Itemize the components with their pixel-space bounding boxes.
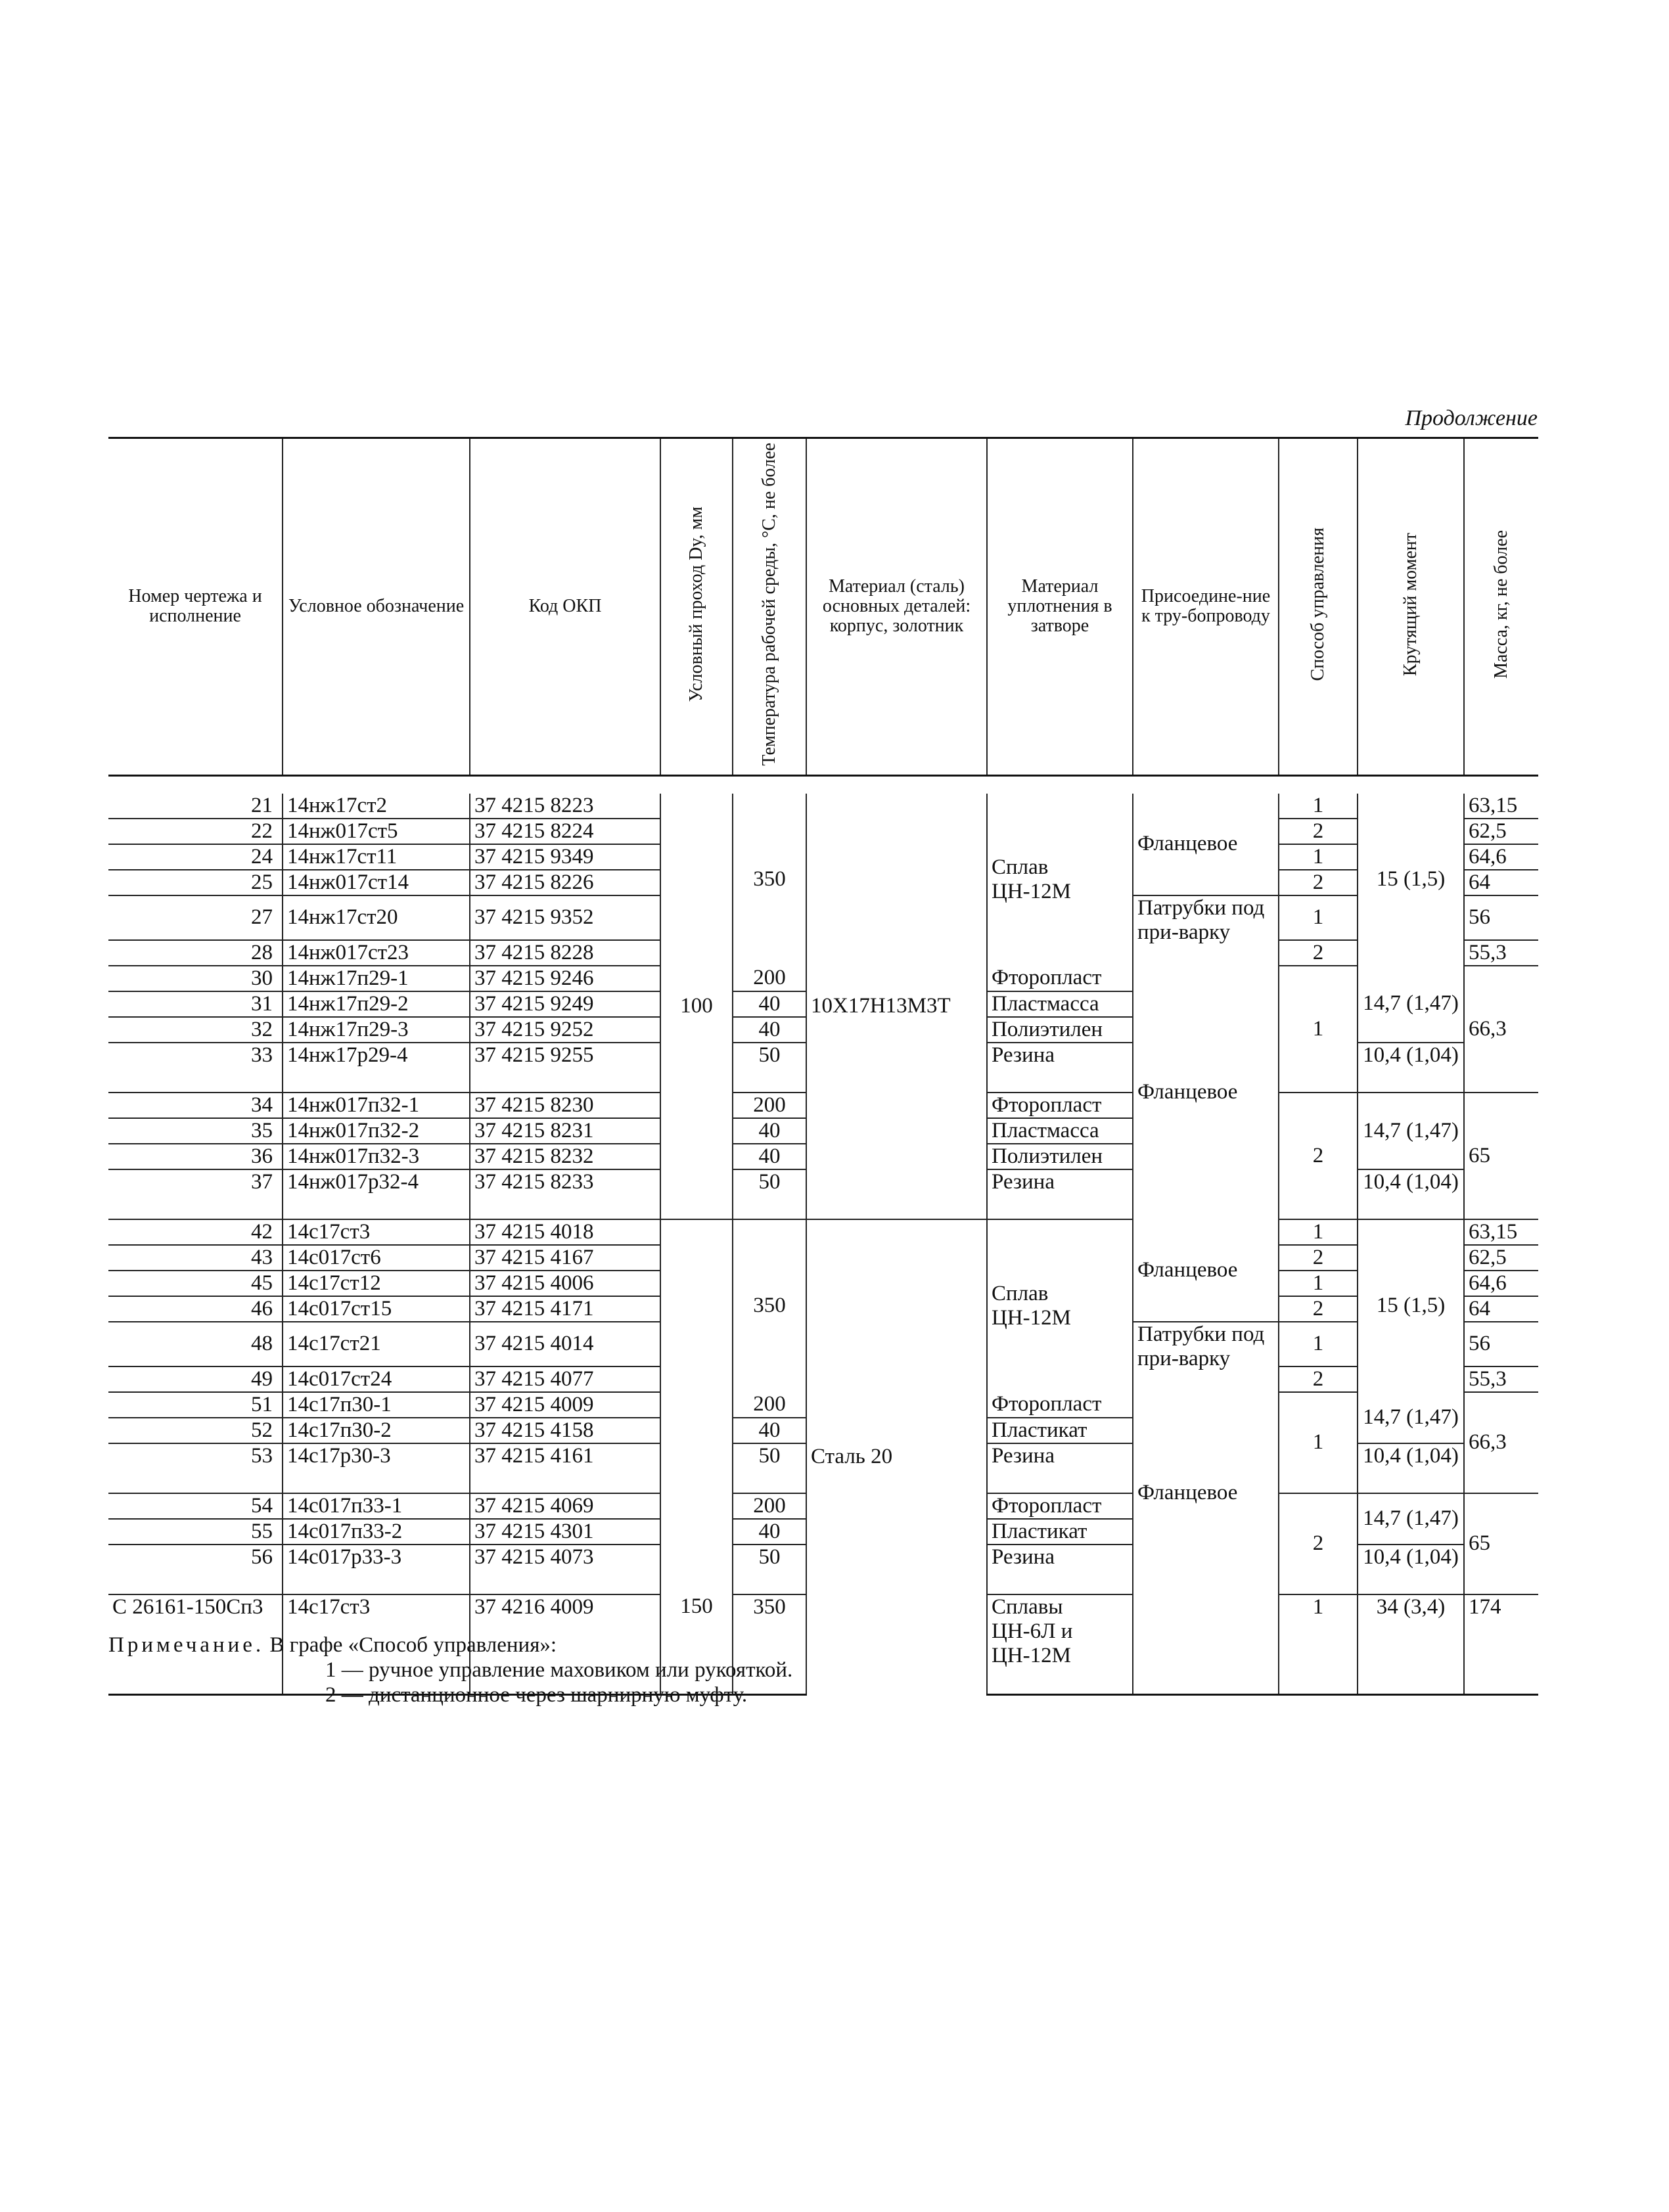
cell-designation: 14нж17п29-2: [283, 991, 470, 1017]
cell-temp: 40: [733, 1519, 806, 1545]
cell-drawing-no: 48: [108, 1322, 283, 1366]
cell-okp: 37 4215 4171: [470, 1296, 660, 1322]
header-material: Материал (сталь) основных деталей: корпус, золотник: [806, 438, 987, 776]
cell-torque: 34 (3,4): [1358, 1594, 1464, 1695]
cell-seal: Резина: [987, 1545, 1133, 1594]
cell-temp: 200: [733, 1493, 806, 1519]
cell-mass-merged: 65: [1464, 1093, 1538, 1219]
cell-designation: 14нж017ст14: [283, 870, 470, 895]
cell-temp-merged-a: 350: [733, 794, 806, 966]
cell-drawing-no: 34: [108, 1093, 283, 1118]
cell-drawing-no: 56: [108, 1545, 283, 1594]
cell-mass: 64,6: [1464, 844, 1538, 870]
cell-okp: 37 4215 4009: [470, 1392, 660, 1418]
cell-control: 1: [1279, 794, 1358, 819]
cell-drawing-no: 32: [108, 1017, 283, 1043]
cell-drawing-no: 31: [108, 991, 283, 1017]
cell-mass: 64: [1464, 1296, 1538, 1322]
cell-control: 1: [1279, 1594, 1358, 1695]
cell-conn-flange-c: Фланцевое: [1133, 1219, 1279, 1322]
cell-dy: 150: [660, 1594, 733, 1695]
cell-okp: 37 4215 8228: [470, 940, 660, 966]
cell-control: 2: [1279, 819, 1358, 844]
cell-drawing-no: 33: [108, 1043, 283, 1093]
cell-seal: Пластикат: [987, 1519, 1133, 1545]
cell-mass: 55,3: [1464, 940, 1538, 966]
cell-drawing-no: 27: [108, 895, 283, 940]
cell-mass: 63,15: [1464, 794, 1538, 819]
note-label: Примечание.: [108, 1633, 265, 1657]
header-drawing-no: Номер чертежа и исполнение: [108, 438, 283, 776]
cell-control: 2: [1279, 1245, 1358, 1271]
cell-designation: 14нж017п32-1: [283, 1093, 470, 1118]
header-mass: Масса, кг, не более: [1491, 530, 1511, 679]
cell-temp: 40: [733, 1144, 806, 1169]
cell-okp: 37 4215 8231: [470, 1118, 660, 1144]
cell-torque-14: 14,7 (1,47): [1358, 1392, 1464, 1443]
cell-designation: 14с017п33-2: [283, 1519, 470, 1545]
valve-table-sheet: [108, 437, 1538, 1696]
cell-mass: 64: [1464, 870, 1538, 895]
cell-temp-merged-b: 350: [733, 1219, 806, 1392]
cell-designation: 14нж17р29-4: [283, 1043, 470, 1093]
cell-control: 2: [1279, 870, 1358, 895]
cell-control: 1: [1279, 895, 1358, 940]
cell-mass: 63,15: [1464, 1219, 1538, 1245]
continuation-label: Продолжение: [1405, 406, 1538, 430]
cell-okp: 37 4215 8230: [470, 1093, 660, 1118]
cell-designation: 14нж17ст20: [283, 895, 470, 940]
cell-designation: 14нж017п32-3: [283, 1144, 470, 1169]
cell-torque-14: 14,7 (1,47): [1358, 1093, 1464, 1169]
cell-mass-merged: 66,3: [1464, 1392, 1538, 1493]
note-intro: В графе «Способ управления»:: [269, 1633, 557, 1657]
header-designation: Условное обозначение: [283, 438, 470, 776]
cell-okp: 37 4215 4161: [470, 1443, 660, 1493]
header-dy: Условный проход Dy, мм: [686, 507, 706, 702]
cell-drawing-no: 21: [108, 794, 283, 819]
cell-drawing-no: 52: [108, 1418, 283, 1443]
cell-designation: 14с17р30-3: [283, 1443, 470, 1493]
cell-control: 1: [1279, 1219, 1358, 1245]
cell-material-a: 10Х17Н13М3Т: [806, 794, 987, 1219]
cell-torque-10: 10,4 (1,04): [1358, 1443, 1464, 1493]
cell-dy-merged: 100: [660, 794, 733, 1219]
cell-drawing-no: 22: [108, 819, 283, 844]
cell-temp: 350: [733, 1594, 806, 1695]
cell-torque-merged-b: 15 (1,5): [1358, 1219, 1464, 1392]
cell-conn-flange-b: Фланцевое: [1133, 966, 1279, 1219]
cell-designation: 14нж17п29-1: [283, 966, 470, 991]
header-row: [108, 438, 1538, 776]
cell-okp: 37 4215 4069: [470, 1493, 660, 1519]
cell-seal: Резина: [987, 1043, 1133, 1093]
spacer-row: [108, 775, 1538, 794]
cell-designation: 14с17ст12: [283, 1271, 470, 1296]
cell-torque-14: 14,7 (1,47): [1358, 1493, 1464, 1545]
cell-control: 2: [1279, 1366, 1358, 1392]
cell-drawing-no: 55: [108, 1519, 283, 1545]
cell-drawing-no: С 26161-150Сп3: [108, 1594, 283, 1695]
cell-designation: 14с17ст21: [283, 1322, 470, 1366]
cell-drawing-no: 42: [108, 1219, 283, 1245]
cell-drawing-no: 28: [108, 940, 283, 966]
cell-mass: 56: [1464, 1322, 1538, 1366]
cell-mass-merged: 65: [1464, 1493, 1538, 1594]
cell-drawing-no: 46: [108, 1296, 283, 1322]
cell-seal: Фторопласт: [987, 1493, 1133, 1519]
cell-seal: Пластмасса: [987, 1118, 1133, 1144]
cell-mass: 55,3: [1464, 1366, 1538, 1392]
table-row: [108, 1219, 1538, 1245]
cell-drawing-no: 36: [108, 1144, 283, 1169]
cell-designation: 14нж017ст23: [283, 940, 470, 966]
cell-okp: 37 4215 4006: [470, 1271, 660, 1296]
cell-seal: Сплавы ЦН-6Л и ЦН-12М: [987, 1594, 1133, 1695]
table-row: [108, 794, 1538, 819]
table-footnote: [108, 1633, 792, 1707]
cell-temp: 50: [733, 1043, 806, 1093]
header-temp: Температура рабочей среды, °С, не более: [759, 443, 779, 766]
header-connection: Присоедине-ние к тру-бопроводу: [1133, 438, 1279, 776]
header-okp: Код ОКП: [470, 438, 660, 776]
cell-designation: 14нж17ст2: [283, 794, 470, 819]
cell-seal: Резина: [987, 1169, 1133, 1219]
cell-drawing-no: 35: [108, 1118, 283, 1144]
cell-designation: 14нж017р32-4: [283, 1169, 470, 1219]
cell-seal: Пластмасса: [987, 991, 1133, 1017]
cell-mass: 56: [1464, 895, 1538, 940]
header-seal: Материал уплотнения в затворе: [987, 438, 1133, 776]
cell-drawing-no: 25: [108, 870, 283, 895]
cell-drawing-no: 37: [108, 1169, 283, 1219]
cell-drawing-no: 51: [108, 1392, 283, 1418]
cell-okp: 37 4215 8226: [470, 870, 660, 895]
cell-temp: 40: [733, 1017, 806, 1043]
cell-okp: 37 4215 4077: [470, 1366, 660, 1392]
cell-designation: 14с17ст3: [283, 1594, 470, 1695]
cell-okp: 37 4215 9349: [470, 844, 660, 870]
header-torque: Крутящий момент: [1400, 532, 1421, 676]
cell-okp: 37 4215 9352: [470, 895, 660, 940]
cell-okp: 37 4215 9246: [470, 966, 660, 991]
cell-control: 1: [1279, 1322, 1358, 1366]
header-control: Способ управления: [1308, 528, 1328, 681]
note-line-1: 1 — ручное управление маховиком или рукояткой.: [325, 1658, 793, 1682]
cell-okp: 37 4215 8224: [470, 819, 660, 844]
cell-seal: Полиэтилен: [987, 1017, 1133, 1043]
cell-temp: 200: [733, 1392, 806, 1418]
cell-seal: Фторопласт: [987, 1093, 1133, 1118]
cell-okp: 37 4215 8223: [470, 794, 660, 819]
cell-okp: 37 4215 4018: [470, 1219, 660, 1245]
cell-temp: 200: [733, 966, 806, 991]
cell-okp: 37 4215 4301: [470, 1519, 660, 1545]
cell-mass: 62,5: [1464, 819, 1538, 844]
cell-seal: Полиэтилен: [987, 1144, 1133, 1169]
cell-designation: 14с17п30-2: [283, 1418, 470, 1443]
cell-mass: 64,6: [1464, 1271, 1538, 1296]
cell-okp: 37 4216 4009: [470, 1594, 660, 1695]
cell-drawing-no: 30: [108, 966, 283, 991]
cell-temp: 50: [733, 1169, 806, 1219]
cell-control: 1: [1279, 1271, 1358, 1296]
cell-drawing-no: 53: [108, 1443, 283, 1493]
cell-seal-merged-b: Сплав ЦН-12М: [987, 1219, 1133, 1392]
cell-torque-10: 10,4 (1,04): [1358, 1043, 1464, 1093]
cell-okp: 37 4215 4158: [470, 1418, 660, 1443]
cell-temp: 200: [733, 1093, 806, 1118]
cell-control: 2: [1279, 1296, 1358, 1322]
cell-designation: 14с017ст24: [283, 1366, 470, 1392]
cell-okp: 37 4215 4167: [470, 1245, 660, 1271]
cell-torque-merged-a: 15 (1,5): [1358, 794, 1464, 966]
cell-designation: 14нж017ст5: [283, 819, 470, 844]
cell-okp: 37 4215 4014: [470, 1322, 660, 1366]
cell-mass-merged: 66,3: [1464, 966, 1538, 1093]
cell-temp: 40: [733, 1418, 806, 1443]
cell-designation: 14с017ст6: [283, 1245, 470, 1271]
cell-designation: 14нж017п32-2: [283, 1118, 470, 1144]
cell-drawing-no: 45: [108, 1271, 283, 1296]
cell-designation: 14нж17ст11: [283, 844, 470, 870]
cell-conn-flange-a: Фланцевое: [1133, 794, 1279, 895]
cell-okp: 37 4215 9255: [470, 1043, 660, 1093]
valve-spec-table: [108, 437, 1538, 1696]
cell-designation: 14с17ст3: [283, 1219, 470, 1245]
cell-designation: 14с017р33-3: [283, 1545, 470, 1594]
cell-control-merged-2: 2: [1279, 1493, 1358, 1594]
cell-control-merged-1: 1: [1279, 1392, 1358, 1493]
cell-conn-weld-a: Патрубки под при-варку: [1133, 895, 1279, 966]
cell-drawing-no: 49: [108, 1366, 283, 1392]
cell-torque-10: 10,4 (1,04): [1358, 1169, 1464, 1219]
cell-mass: 62,5: [1464, 1245, 1538, 1271]
cell-material-b: Сталь 20: [806, 1219, 987, 1695]
cell-seal: Пластикат: [987, 1418, 1133, 1443]
cell-control-merged-2: 2: [1279, 1093, 1358, 1219]
cell-conn-flange-d: Фланцевое: [1133, 1392, 1279, 1594]
cell-designation: 14с017ст15: [283, 1296, 470, 1322]
cell-temp: 40: [733, 1118, 806, 1144]
cell-dy-empty: [660, 1219, 733, 1594]
cell-temp: 40: [733, 991, 806, 1017]
cell-okp: 37 4215 9249: [470, 991, 660, 1017]
cell-designation: 14нж17п29-3: [283, 1017, 470, 1043]
cell-okp: 37 4215 8233: [470, 1169, 660, 1219]
cell-seal: Фторопласт: [987, 1392, 1133, 1418]
cell-control-merged-1: 1: [1279, 966, 1358, 1093]
cell-temp: 50: [733, 1443, 806, 1493]
cell-designation: 14с17п30-1: [283, 1392, 470, 1418]
cell-seal-merged-a: Сплав ЦН-12М: [987, 794, 1133, 966]
cell-conn-weld-b: Патрубки под при-варку: [1133, 1322, 1279, 1392]
cell-seal: Резина: [987, 1443, 1133, 1493]
cell-mass: 174: [1464, 1594, 1538, 1695]
cell-torque-14: 14,7 (1,47): [1358, 966, 1464, 1043]
cell-torque-10: 10,4 (1,04): [1358, 1545, 1464, 1594]
cell-okp: 37 4215 4073: [470, 1545, 660, 1594]
cell-designation: 14с017п33-1: [283, 1493, 470, 1519]
note-line-2: 2 — дистанционное через шарнирную муфту.: [325, 1683, 748, 1707]
cell-seal: Фторопласт: [987, 966, 1133, 991]
cell-control: 1: [1279, 844, 1358, 870]
cell-drawing-no: 24: [108, 844, 283, 870]
cell-control: 2: [1279, 940, 1358, 966]
cell-okp: 37 4215 8232: [470, 1144, 660, 1169]
cell-drawing-no: 54: [108, 1493, 283, 1519]
cell-drawing-no: 43: [108, 1245, 283, 1271]
cell-temp: 50: [733, 1545, 806, 1594]
cell-conn-empty: [1133, 1594, 1279, 1695]
cell-okp: 37 4215 9252: [470, 1017, 660, 1043]
